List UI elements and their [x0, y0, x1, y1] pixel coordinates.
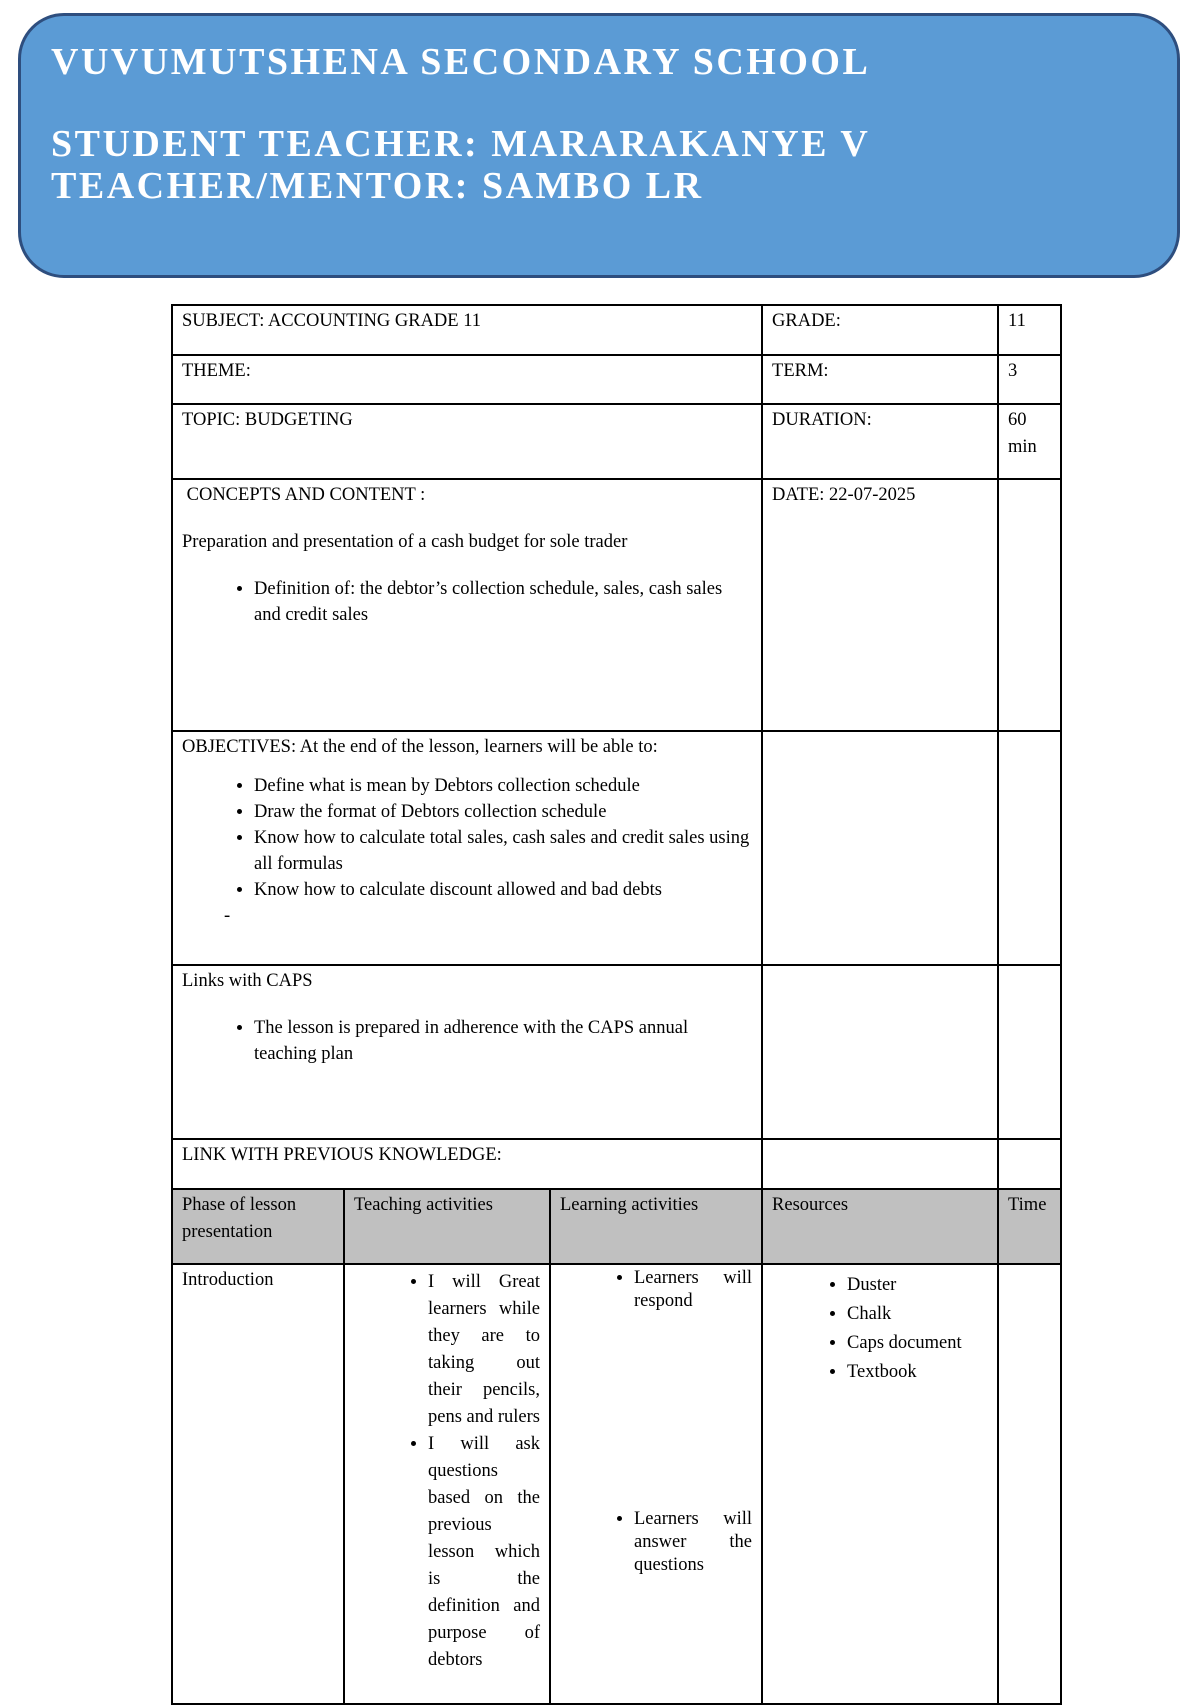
list-item: • I will ask questions based on the previous lesson which is the definition and purpose of debtors	[428, 1431, 540, 1674]
school-name: VUVUMUTSHENA SECONDARY SCHOOL	[51, 41, 871, 83]
learning-list-b	[560, 1508, 752, 1577]
learning-activities-cell	[550, 1264, 762, 1704]
objectives-dash: -	[224, 906, 231, 926]
list-item: • Know how to calculate total sales, cash sales and credit sales using all formulas	[254, 825, 752, 877]
grade-label: GRADE:	[762, 305, 998, 355]
lesson-plan-table	[171, 304, 1062, 1705]
list-item: • Learners will answer the questions	[634, 1508, 752, 1577]
list-item: • Caps document	[847, 1329, 988, 1358]
objectives-title: OBJECTIVES: At the end of the lesson, learners will be able to:	[182, 737, 658, 757]
list-item: • I will Great learners while they are to taking out their pencils, pens and rulers	[428, 1269, 540, 1431]
time-cell	[998, 1264, 1061, 1704]
term-value: 3	[998, 355, 1061, 404]
previous-knowledge-cell: LINK WITH PREVIOUS KNOWLEDGE:	[172, 1139, 762, 1189]
term-label: TERM:	[762, 355, 998, 404]
header-banner	[18, 13, 1180, 278]
list-item: • Know how to calculate discount allowed and bad debts	[254, 877, 752, 903]
header-learning: Learning activities	[550, 1189, 762, 1264]
header-time: Time	[998, 1189, 1061, 1264]
grade-value: 11	[998, 305, 1061, 355]
list-item: • Definition of: the debtor’s collection schedule, sales, cash sales and credit sales	[254, 576, 752, 628]
concepts-intro: Preparation and presentation of a cash budget for sole trader	[182, 532, 628, 552]
list-item: • Textbook	[847, 1358, 988, 1387]
phase-introduction: Introduction	[172, 1264, 344, 1704]
caps-list	[182, 1015, 752, 1067]
mentor: TEACHER/MENTOR: SAMBO LR	[51, 165, 704, 207]
introduction-row	[172, 1264, 1061, 1704]
list-item: • Learners will respond	[634, 1267, 752, 1313]
resources-cell	[762, 1264, 998, 1704]
objectives-cell	[172, 731, 762, 965]
learning-list-a	[560, 1267, 752, 1313]
teaching-activities-cell	[344, 1264, 550, 1704]
concepts-list	[182, 576, 752, 628]
topic-cell: TOPIC: BUDGETING	[172, 404, 762, 479]
list-item: • The lesson is prepared in adherence with the CAPS annual teaching plan	[254, 1015, 752, 1067]
caps-title: Links with CAPS	[182, 971, 313, 991]
resources-list	[772, 1271, 988, 1387]
header-teaching: Teaching activities	[344, 1189, 550, 1264]
concepts-cell	[172, 479, 762, 731]
theme-cell: THEME:	[172, 355, 762, 404]
list-item: • Draw the format of Debtors collection schedule	[254, 799, 752, 825]
duration-label: DURATION:	[762, 404, 998, 479]
date-cell: DATE: 22-07-2025	[762, 479, 998, 731]
list-item: • Define what is mean by Debtors collection schedule	[254, 773, 752, 799]
list-item: • Chalk	[847, 1300, 988, 1329]
header-resources: Resources	[762, 1189, 998, 1264]
student-teacher: STUDENT TEACHER: MARARAKANYE V	[51, 123, 871, 165]
concepts-title: CONCEPTS AND CONTENT :	[182, 485, 426, 505]
objectives-list	[182, 773, 752, 903]
subject-cell: SUBJECT: ACCOUNTING GRADE 11	[172, 305, 762, 355]
activities-header-row	[172, 1189, 1061, 1264]
teaching-list	[354, 1269, 540, 1674]
caps-cell	[172, 965, 762, 1139]
list-item: • Duster	[847, 1271, 988, 1300]
duration-value: 60 min	[998, 404, 1061, 479]
header-phase: Phase of lesson presentation	[172, 1189, 344, 1264]
